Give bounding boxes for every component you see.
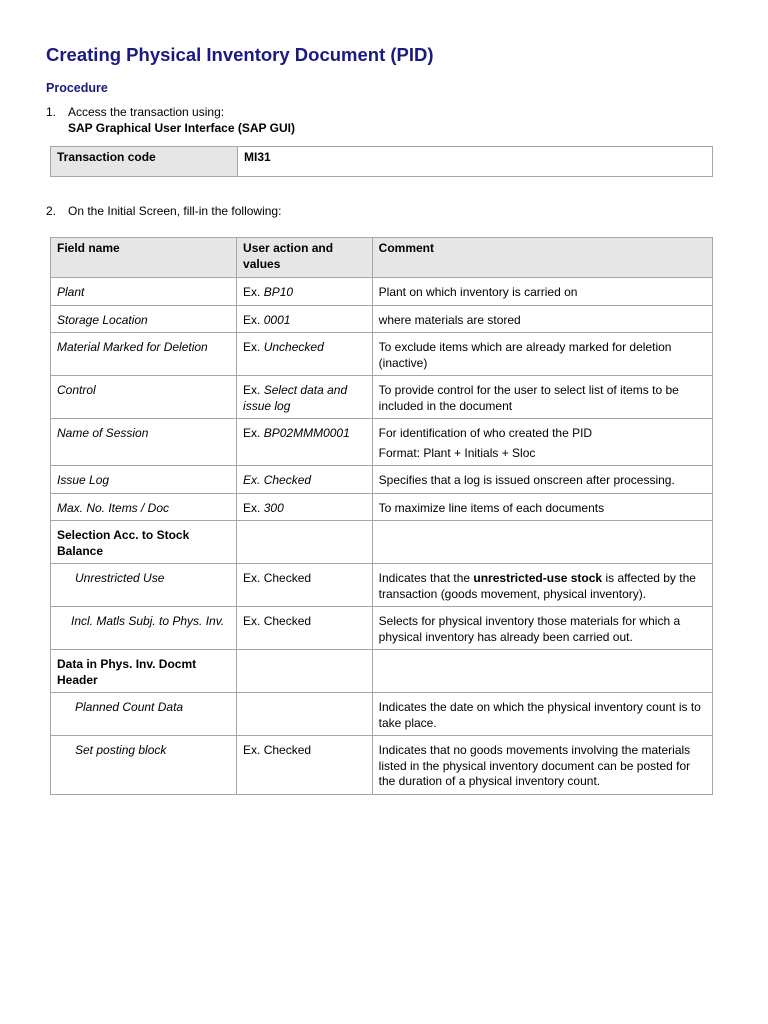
field-name: Material Marked for Deletion [51,333,237,376]
transaction-label: Transaction code [51,147,238,177]
field-comment: To provide control for the user to select list of items to be included in the document [372,376,712,419]
field-comment: Plant on which inventory is carried on [372,278,712,306]
field-value: Ex. BP10 [237,278,373,306]
field-value: Ex. BP02MMM0001 [237,419,373,466]
field-value [237,693,373,736]
table-row [51,564,713,607]
step-1 [46,104,295,136]
field-comment: To exclude items which are already marked for deletion (inactive) [372,333,712,376]
section-label: Data in Phys. Inv. Docmt Header [51,650,237,693]
table-row [51,419,713,466]
field-value: Ex. 0001 [237,305,373,333]
field-name: Incl. Matls Subj. to Phys. Inv. [51,607,237,650]
step-subtext: SAP Graphical User Interface (SAP GUI) [68,121,295,135]
column-header: Field name [51,238,237,278]
transaction-table [50,146,713,177]
step-number: 2. [46,204,57,218]
field-comment: Indicates that no goods movements involving the materials listed in the physical inventory document can be posted for the duration of a physical inventory count. [372,736,712,795]
column-header: Comment [372,238,712,278]
fields-table [50,237,713,795]
field-value: Ex. 300 [237,493,373,521]
table-row [51,693,713,736]
table-row [51,333,713,376]
field-name: Plant [51,278,237,306]
field-name: Unrestricted Use [51,564,237,607]
field-name: Issue Log [51,466,237,494]
table-row [51,305,713,333]
table-row [51,493,713,521]
field-value: Ex. Unchecked [237,333,373,376]
column-header: User action and values [237,238,373,278]
transaction-code: MI31 [238,147,713,177]
page-title: Creating Physical Inventory Document (PID) [46,44,434,65]
field-comment: To maximize line items of each documents [372,493,712,521]
table-row [51,147,713,177]
field-name: Set posting block [51,736,237,795]
step-text: Access the transaction using: [68,105,225,119]
field-value: Ex. Select data and issue log [237,376,373,419]
field-comment: Indicates the date on which the physical inventory count is to take place. [372,693,712,736]
field-value: Ex. Checked [237,466,373,494]
table-section-row [51,650,713,693]
table-section-row [51,521,713,564]
table-row [51,607,713,650]
table-header-row [51,238,713,278]
procedure-heading: Procedure [46,81,108,95]
field-value: Ex. Checked [237,736,373,795]
field-name: Control [51,376,237,419]
field-name: Planned Count Data [51,693,237,736]
table-row [51,466,713,494]
table-row [51,376,713,419]
field-value: Ex. Checked [237,564,373,607]
field-comment: where materials are stored [372,305,712,333]
field-comment: For identification of who created the PID Format: Plant + Initials + Sloc [372,419,712,466]
section-label: Selection Acc. to Stock Balance [51,521,237,564]
field-name: Max. No. Items / Doc [51,493,237,521]
field-value: Ex. Checked [237,607,373,650]
step-number: 1. [46,105,57,119]
field-comment: Indicates that the unrestricted-use stock is affected by the transaction (goods movement, physical inventory). [372,564,712,607]
field-comment: Selects for physical inventory those materials for which a physical inventory has already been carried out. [372,607,712,650]
step-text: On the Initial Screen, fill-in the following: [68,204,282,218]
table-row [51,736,713,795]
step-2 [46,203,281,219]
field-name: Name of Session [51,419,237,466]
field-comment: Specifies that a log is issued onscreen after processing. [372,466,712,494]
table-row [51,278,713,306]
field-name: Storage Location [51,305,237,333]
